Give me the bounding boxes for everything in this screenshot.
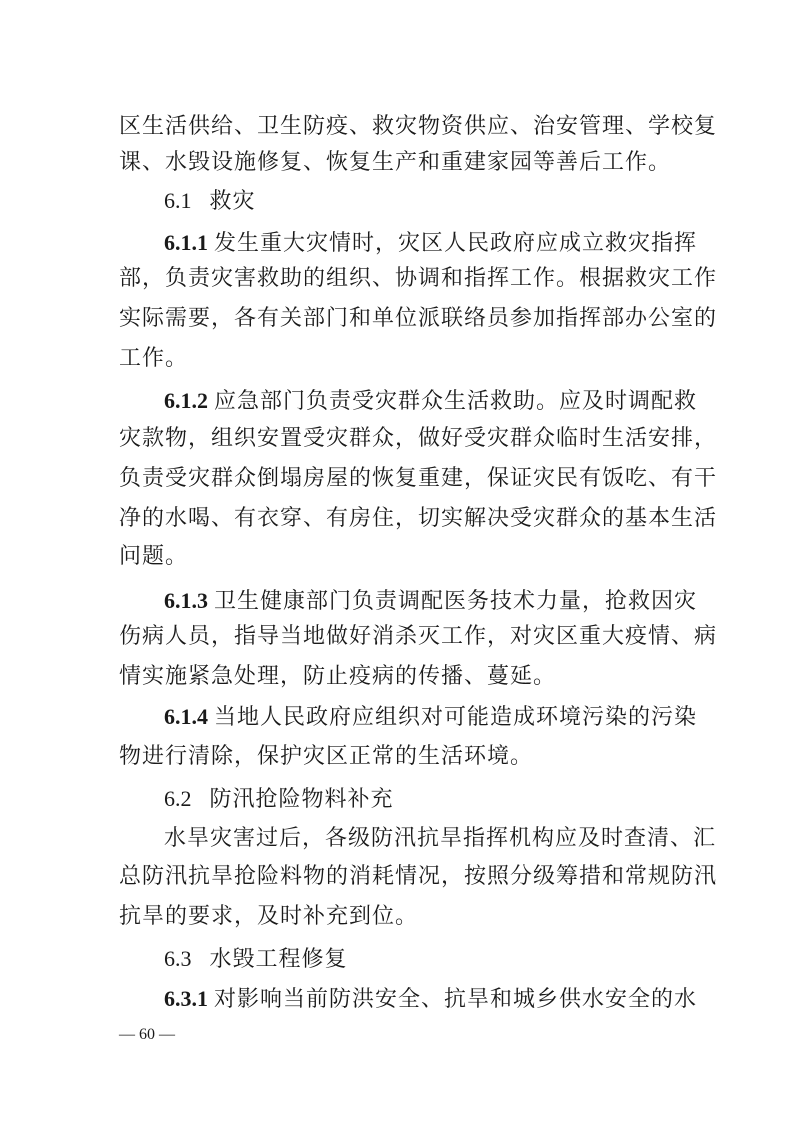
text-line — [119, 504, 717, 534]
line-text: 物进行清除，保护灾区正常的生活环境。 — [119, 744, 534, 769]
paragraph-6-2 — [164, 824, 716, 854]
text-line — [119, 742, 533, 772]
clause-number: 6.1.4 — [164, 704, 208, 729]
section-heading-6-2 — [164, 784, 394, 815]
page-number: — 60 — — [119, 1026, 175, 1043]
text-line — [119, 304, 717, 334]
text-line — [119, 622, 717, 652]
text-line — [119, 148, 671, 178]
section-number: 6.1 — [164, 188, 192, 213]
text-line — [119, 662, 556, 692]
line-text: 应急部门负责受灾群众生活救助。应及时调配救 — [214, 389, 698, 414]
section-heading-6-1 — [164, 186, 256, 217]
section-title: 防汛抢险物料补充 — [209, 787, 394, 812]
line-text: 抗旱的要求，及时补充到位。 — [119, 904, 419, 929]
text-line — [119, 424, 717, 454]
line-text: 灾款物，组织安置受灾群众，做好受灾群众临时生活安排， — [119, 426, 718, 451]
line-text: 问题。 — [119, 544, 189, 569]
section-heading-6-3 — [164, 944, 348, 975]
paragraph-6-1-2 — [164, 386, 697, 417]
line-text: 总防汛抗旱抢险料物的消耗情况，按照分级筹措和常规防汛 — [119, 864, 718, 889]
line-text: 课、水毁设施修复、恢复生产和重建家园等善后工作。 — [119, 150, 672, 175]
text-line — [119, 112, 717, 142]
paragraph-6-1-3 — [164, 586, 697, 617]
line-text: 情实施紧急处理，防止疫病的传播、蔓延。 — [119, 664, 557, 689]
clause-number: 6.1.3 — [164, 588, 208, 613]
line-text: 工作。 — [119, 346, 189, 371]
line-text: 伤病人员，指导当地做好消杀灭工作，对灾区重大疫情、病 — [119, 624, 718, 649]
line-text: 负责受灾群众倒塌房屋的恢复重建，保证灾民有饭吃、有干 — [119, 466, 718, 491]
text-line — [119, 344, 188, 374]
line-text: 对影响当前防洪安全、抗旱和城乡供水安全的水 — [214, 987, 698, 1012]
clause-number: 6.1.1 — [164, 230, 208, 255]
section-number: 6.2 — [164, 786, 192, 811]
paragraph-6-1-4 — [164, 702, 697, 733]
text-line — [119, 902, 418, 932]
line-text: 水旱灾害过后，各级防汛抗旱指挥机构应及时查清、汇 — [164, 826, 717, 851]
clause-number: 6.1.2 — [164, 388, 208, 413]
text-line — [119, 464, 717, 494]
text-line — [119, 542, 188, 572]
line-text: 净的水喝、有衣穿、有房住，切实解决受灾群众的基本生活 — [119, 506, 718, 531]
line-text: 实际需要，各有关部门和单位派联络员参加指挥部办公室的 — [119, 306, 718, 331]
text-line — [119, 264, 717, 294]
section-title: 水毁工程修复 — [209, 947, 348, 972]
line-text: 发生重大灾情时，灾区人民政府应成立救灾指挥 — [214, 231, 698, 256]
clause-number: 6.3.1 — [164, 986, 208, 1011]
section-title: 救灾 — [209, 189, 256, 214]
paragraph-6-3-1 — [164, 984, 697, 1015]
section-number: 6.3 — [164, 946, 192, 971]
line-text: 当地人民政府应组织对可能造成环境污染的污染 — [214, 705, 698, 730]
line-text: 区生活供给、卫生防疫、救灾物资供应、治安管理、学校复 — [119, 114, 718, 139]
text-line — [119, 862, 717, 892]
paragraph-6-1-1 — [164, 228, 697, 259]
line-text: 部，负责灾害救助的组织、协调和指挥工作。根据救灾工作 — [119, 266, 718, 291]
line-text: 卫生健康部门负责调配医务技术力量，抢救因灾 — [214, 589, 698, 614]
